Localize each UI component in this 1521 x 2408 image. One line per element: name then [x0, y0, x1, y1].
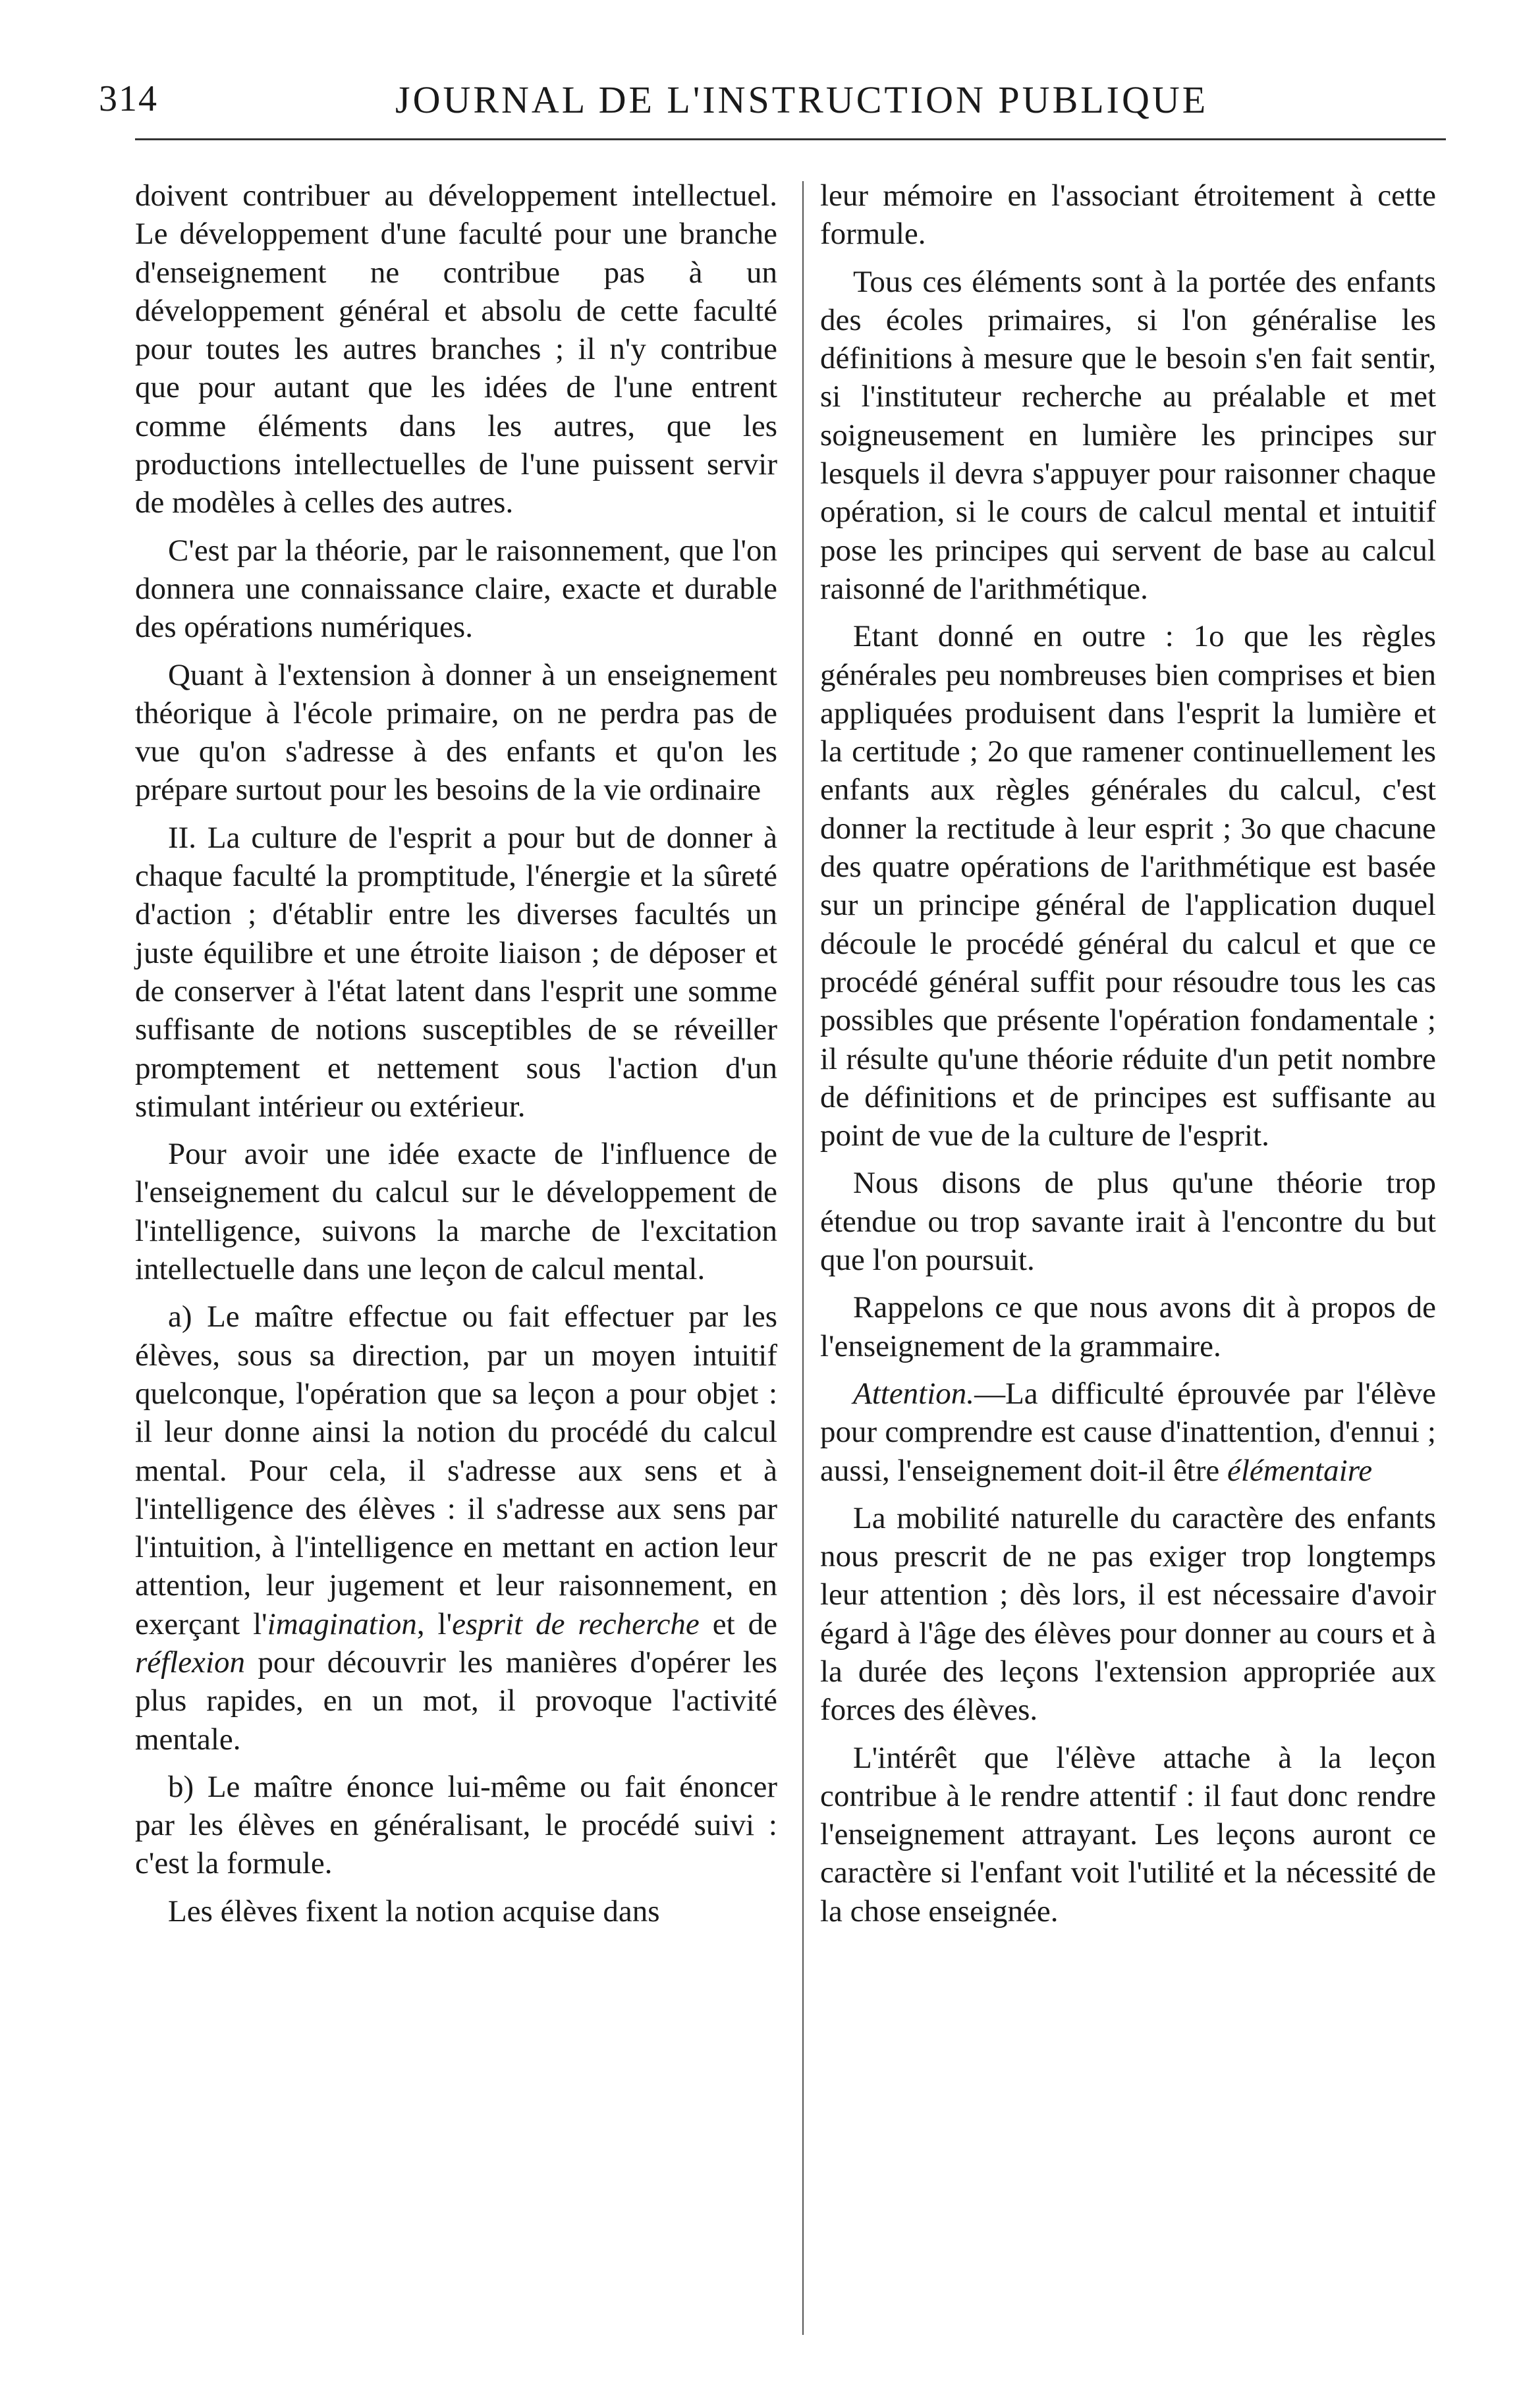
right-column: [820, 177, 1436, 1940]
italic-term: esprit de recherche: [452, 1606, 700, 1641]
paragraph: Quant à l'extension à donner à un enseignement théorique à l'école primaire, on ne perdra pas de vue qu'on s'adresse à des enfants et qu'on les prépare surtout pour les besoins de la vie ordinaire: [135, 657, 777, 807]
paragraph: Les élèves fixent la notion acquise dans: [168, 1894, 660, 1929]
running-title: JOURNAL DE L'INSTRUCTION PUBLIQUE: [395, 78, 1209, 121]
text-run: a) Le maître effectue ou fait effectuer par les élèves, sous sa direction, par un moyen intuitif quelconque, l'opération que sa leçon a pour objet : il leur donne ainsi la notion du procédé du calcul mental. Pour cela, il s'adresse aux sens et à l'intelligence des élèves : il s'adresse aux sens par l'intuition, à l'intelligence en mettant en action leur attention, leur jugement et leur raisonnement, en exerçant l': [135, 1300, 777, 1641]
italic-term: élémentaire: [1227, 1453, 1373, 1488]
text-run: et de: [699, 1606, 777, 1641]
page-number: 314: [99, 78, 158, 119]
text-run: pour découvrir les manières d'opérer les plus rapides, en un mot, il provoque l'activité mentale.: [135, 1645, 777, 1757]
italic-term: réflexion: [135, 1645, 246, 1680]
paragraph: Nous disons de plus qu'une théorie trop étendue ou trop savante irait à l'encontre du but que l'on poursuit.: [820, 1166, 1436, 1278]
paragraph: [820, 1375, 1436, 1490]
paragraph: C'est par la théorie, par le raisonnement, que l'on donnera une connaissance claire, exacte et durable des opérations numériques.: [135, 533, 777, 645]
text-run: —La difficulté éprouvée par l'élève pour comprendre est cause d'inattention, d'ennui ; aussi, l'enseignement doit-il être: [820, 1376, 1436, 1488]
paragraph: L'intérêt que l'élève attache à la leçon contribue à le rendre attentif : il faut donc rendre l'enseignement attrayant. Les leçons auront ce caractère si l'enfant voit l'utilité et la nécessité de la chose enseignée.: [820, 1740, 1436, 1929]
italic-term: imagination: [267, 1606, 417, 1641]
left-column: [135, 177, 777, 1940]
header-rule: [135, 138, 1446, 140]
paragraph: La mobilité naturelle du caractère des enfants nous prescrit de ne pas exiger trop longtemps leur attention ; dès lors, il est nécessaire d'avoir égard à l'âge des élèves pour donner au cours et à la durée des leçons l'extension appropriée aux forces des élèves.: [820, 1500, 1436, 1728]
paragraph: Tous ces éléments sont à la portée des enfants des écoles primaires, si l'on généralise les définitions à mesure que le besoin s'en fait sentir, si l'instituteur recherche au préalable et met soigneusement en lumière les principes sur lesquels il devra s'appuyer pour raisonner chaque opération, si le cours de calcul mental et intuitif pose les principes qui servent de base au calcul raisonné de l'arithmétique.: [820, 264, 1436, 606]
column-divider: [802, 181, 804, 2335]
text-run: , l': [416, 1606, 453, 1641]
paragraph: II. La culture de l'esprit a pour but de donner à chaque faculté la promptitude, l'énergie et la sûreté d'action ; d'établir entre les diverses facultés un juste équilibre et une étroite liaison ; de déposer et de conserver à l'état latent dans l'esprit une somme suffisante de notions susceptibles de se réveiller promptement et nettement sous l'action d'un stimulant intérieur ou extérieur.: [135, 820, 777, 1124]
italic-heading: Attention.: [853, 1376, 975, 1411]
paragraph: doivent contribuer au développement intellectuel. Le développement d'une faculté pour une branche d'enseignement ne contribue pas à un développement général et absolu de cette faculté pour toutes les autres branches ; il n'y contribue que pour autant que les idées de l'une entrent comme éléments dans les autres, que les productions intellectuelles de l'une puissent servir de modèles à celles des autres.: [135, 178, 777, 520]
page-header: [99, 78, 1436, 130]
paragraph: [135, 1298, 777, 1759]
paragraph: b) Le maître énonce lui-même ou fait énoncer par les élèves en généralisant, le procédé suivi : c'est la formule.: [135, 1769, 777, 1881]
paragraph: Pour avoir une idée exacte de l'influence de l'enseignement du calcul sur le développement de l'intelligence, suivons la marche de l'excitation intellectuelle dans une leçon de calcul mental.: [135, 1137, 777, 1287]
paragraph: leur mémoire en l'associant étroitement à cette formule.: [820, 178, 1436, 252]
paragraph: Etant donné en outre : 1o que les règles générales peu nombreuses bien comprises et bien appliquées produisent dans l'esprit la lumière et la certitude ; 2o que ramener continuellement les enfants aux règles générales du calcul, c'est donner la rectitude à leur esprit ; 3o que chacune des quatre opérations de l'arithmétique est basée sur un principe général de l'application duquel découle le procédé général du calcul et que ce procédé général suffit pour résoudre tous les cas possibles que présente l'opération fondamentale ; il résulte qu'une théorie réduite d'un petit nombre de définitions et de principes est suffisante au point de vue de la culture de l'esprit.: [820, 619, 1436, 1153]
paragraph: Rappelons ce que nous avons dit à propos de l'enseignement de la grammaire.: [820, 1290, 1436, 1363]
